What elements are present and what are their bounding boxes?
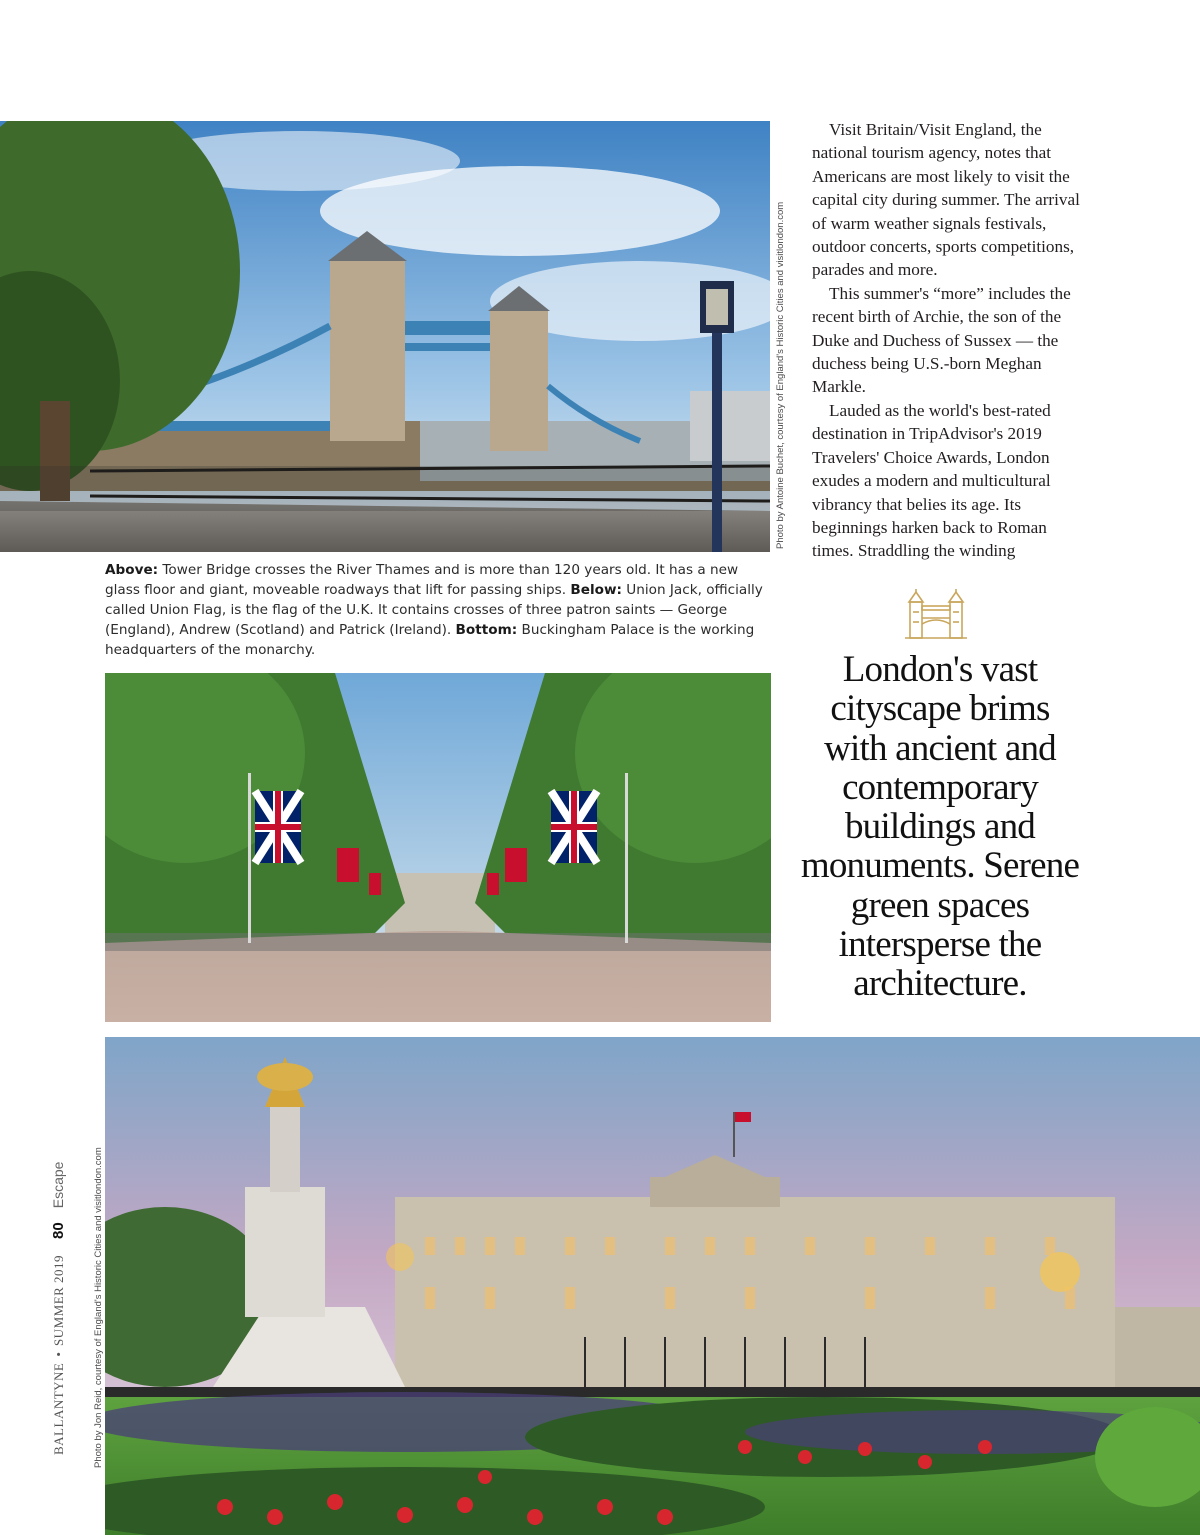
body-paragraph-3: Lauded as the world's best-rated destination in TripAdvisor's 2019 Travelers' Choice Awards, London exudes a modern and multicultural vibrancy that belies its age. Its beginnings harken back to Roman times. Straddling the winding [812,400,1051,561]
tower-bridge-photo [0,121,770,552]
folio-separator: • [51,1352,66,1357]
the-mall-union-flags-photo [105,673,771,1022]
palace-photo-credit: Photo by Jon Reid, courtesy of England's Historic Cities and visitlondon.com [93,1147,104,1468]
caption-text-above: Tower Bridge crosses the River Thames and is more than 120 years old. It has a new glass floor and giant, moveable roadways that lift for passing ships. [105,562,739,598]
magazine-name: BALLANTYNE [51,1362,66,1455]
photo-caption [105,560,770,660]
caption-text-bottom: Buckingham Palace is the working headquarters of the monarchy. [105,622,755,658]
body-paragraph-1: Visit Britain/Visit England, the national tourism agency, notes that Americans are most likely to visit the capital city during summer. The arrival of warm weather signals festivals, outdoor concerts, sports competitions, parades and more. [812,120,1080,280]
section-name: Escape [50,1161,66,1209]
article-body [812,118,1082,563]
tower-bridge-icon [904,588,968,640]
caption-label-bottom: Bottom: [455,622,518,638]
body-paragraph-2: This summer's “more” includes the recent birth of Archie, the son of the Duke and Duchess of Sussex — the duchess being U.S.-born Meghan Markle. [812,283,1071,397]
issue-label: SUMMER 2019 [51,1254,66,1347]
pull-quote: London's vast cityscape brims with ancient and contemporary buildings and monuments. Serene green spaces intersperse the architecture. [800,649,1080,1005]
tower-photo-credit: Photo by Antoine Buchet, courtesy of England's Historic Cities and visitlondon.com [775,201,786,549]
page-folio [50,1162,67,1455]
page-number: 80 [50,1222,67,1239]
caption-label-above: Above: [105,562,159,578]
buckingham-palace-photo [105,1037,1200,1535]
caption-label-below: Below: [570,582,622,598]
caption-text-below: Union Jack, officially called Union Flag, is the flag of the U.K. It contains crosses of three patron saints — George (England), Andrew (Scotland) and Patrick (Ireland). [105,582,763,638]
